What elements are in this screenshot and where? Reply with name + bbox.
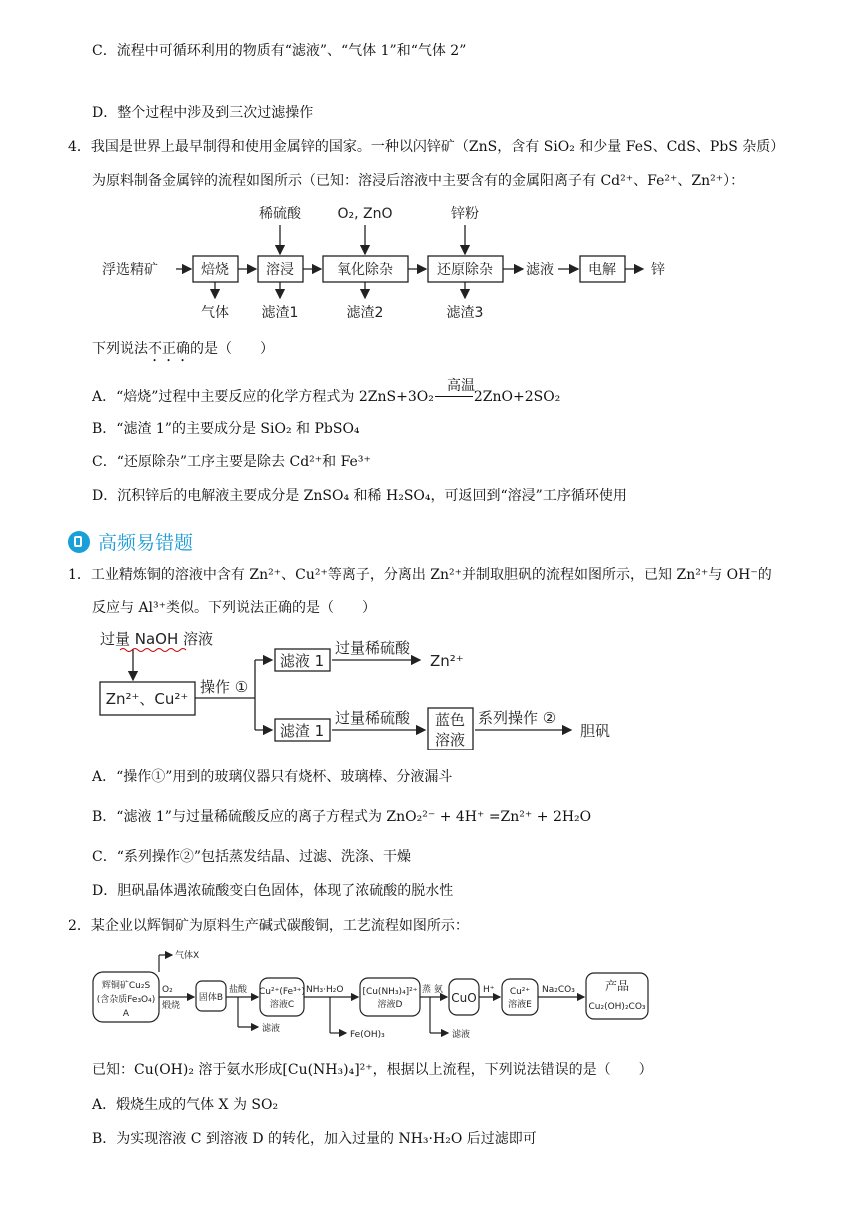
e2-option-b: B．为实现溶液 C 到溶液 D 的转化，加入过量的 NH₃·H₂O 后过滤即可 <box>92 1131 537 1147</box>
option-d-prev: D．整个过程中涉及到三次过滤操作 <box>92 105 314 121</box>
q4-input-zinc-powder: 锌粉 <box>451 206 479 222</box>
e2-stem: 2．某企业以辉铜矿为原料生产碱式碳酸铜，工艺流程如图所示： <box>68 918 469 934</box>
e2-p2: Cu₂(OH)₂CO₃ <box>588 1002 646 1012</box>
q4-box-electrolysis: 电解 <box>588 262 616 278</box>
q4-emphasis: 不正确 <box>148 341 190 357</box>
section-icon <box>68 531 90 553</box>
e1-option-a: A．“操作①”用到的玻璃仪器只有烧杯、玻璃棒、分液漏斗 <box>92 769 453 785</box>
q4-box-roast: 焙烧 <box>201 262 229 278</box>
q4-condition-high-temp: 高温 <box>447 378 475 394</box>
e2-flow-diagram <box>90 945 660 1045</box>
q4-box-reduce: 还原除杂 <box>437 262 493 278</box>
q4-option-c: C．“还原除杂”工序主要是除去 Cd²⁺和 Fe³⁺ <box>92 454 371 470</box>
q4-output-residue1: 滤渣1 <box>261 305 299 321</box>
e2-p1: 产品 <box>604 979 630 993</box>
q4-output-residue2: 滤渣2 <box>346 305 384 321</box>
e2-na2co3: Na₂CO₃ <box>542 985 575 995</box>
e2-a2: (含杂质Fe₃O₄) <box>96 995 156 1005</box>
e2-a3: A <box>122 1009 130 1019</box>
q4-output-gas: 气体 <box>201 305 229 321</box>
e2-e2: 溶液E <box>508 1000 532 1010</box>
e1-op2: 系列操作 ② <box>478 709 557 727</box>
q4-option-a: A．“焙烧”过程中主要反应的化学方程式为 2ZnS+3O₂ 2ZnO+2SO₂ <box>92 389 561 405</box>
q4-input-acid: 稀硫酸 <box>259 206 301 222</box>
e1-acid2: 过量稀硫酸 <box>335 709 411 727</box>
e1-op1: 操作 ① <box>200 678 249 696</box>
e1-blue1: 蓝色 <box>434 711 466 729</box>
q4-box-leach: 溶浸 <box>266 262 294 278</box>
e2-feoh: Fe(OH)₃ <box>350 1030 385 1040</box>
e1-stem-line2: 反应与 Al³⁺类似。下列说法正确的是（ ） <box>92 600 377 616</box>
e2-calc: 煅烧 <box>162 1001 181 1011</box>
q4-option-d: D．沉积锌后的电解液主要成分是 ZnSO₄ 和稀 H₂SO₄，可返回到“溶浸”工序循环使用 <box>92 488 627 504</box>
e1-option-b: B．“滤液 1”与过量稀硫酸反应的离子方程式为 ZnO₂²⁻ + 4H⁺ =Zn²⁺ + 2H₂O <box>92 809 592 825</box>
e2-d1: [Cu(NH₃)₄]²⁺ <box>362 987 418 997</box>
e2-nh3: NH₃·H₂O <box>306 985 344 995</box>
e2-steam: 蒸 氨 <box>422 985 443 995</box>
section-header <box>68 528 193 555</box>
e2-hcl: 盐酸 <box>229 985 248 995</box>
q4-flow-start: 浮选精矿 <box>102 262 158 278</box>
e1-filtrate: 滤液 1 <box>279 652 325 670</box>
e2-filtrate2: 滤液 <box>452 1030 471 1040</box>
option-c-prev: C．流程中可循环利用的物质有“滤液”、“气体 1”和“气体 2” <box>92 43 467 59</box>
e1-product: 胆矾 <box>580 722 611 740</box>
q4-input-o2-zno: O₂, ZnO <box>337 206 393 222</box>
e2-known: 已知：Cu(OH)₂ 溶于氨水形成[Cu(NH₃)₄]²⁺，根据以上流程，下列说法错误的是（ ） <box>92 1062 653 1078</box>
q4-end-zinc: 锌 <box>651 262 665 278</box>
e1-option-d: D．胆矾晶体遇浓硫酸变白色固体，体现了浓硫酸的脱水性 <box>92 883 454 899</box>
e1-acid1: 过量稀硫酸 <box>335 639 411 657</box>
e2-c2: 溶液C <box>269 1000 295 1010</box>
q4-flow-diagram <box>100 200 680 325</box>
e2-h: H⁺ <box>483 985 495 995</box>
e2-cuo: CuO <box>451 991 477 1005</box>
e1-option-c: C．“系列操作②”包括蒸发结晶、过滤、洗涤、干燥 <box>92 849 412 865</box>
e2-e1: Cu²⁺ <box>509 987 531 997</box>
e1-feed: Zn²⁺、Cu²⁺ <box>105 690 189 708</box>
q4-option-b: B．“滤渣 1”的主要成分是 SiO₂ 和 PbSO₄ <box>92 421 360 437</box>
q4-stem-line2: 为原料制备金属锌的流程如图所示（已知：溶浸后溶液中主要含有的金属阳离子有 Cd²⁺、Fe²⁺、Zn²⁺）： <box>92 173 745 189</box>
e1-zn: Zn²⁺ <box>430 652 464 670</box>
q4-question: 下列说法不正确的是（ ） <box>92 341 274 357</box>
e1-stem-line1: 1．工业精炼铜的溶液中含有 Zn²⁺、Cu²⁺等离子，分离出 Zn²⁺并制取胆矾的流程如图所示，已知 Zn²⁺与 OH⁻的 <box>68 567 772 583</box>
e2-gas: 气体X <box>175 951 200 961</box>
e1-reagent: 过量 NaOH 溶液 <box>100 630 214 648</box>
section-title: 高频易错题 <box>98 532 194 554</box>
e2-b: 固体B <box>198 993 224 1003</box>
q4-box-oxidize: 氧化除杂 <box>337 262 393 278</box>
e2-a1: 辉铜矿Cu₂S <box>101 981 151 991</box>
e1-flow-diagram <box>95 625 635 750</box>
e1-blue2: 溶液 <box>434 731 466 749</box>
e2-option-a: A．煅烧生成的气体 X 为 SO₂ <box>92 1097 279 1113</box>
e2-c1: Cu²⁺(Fe³⁺) <box>259 987 305 997</box>
e2-o2: O₂ <box>162 985 173 995</box>
e2-d2: 溶液D <box>377 1000 403 1010</box>
q4-mid-filtrate: 滤液 <box>526 262 554 278</box>
e1-residue: 滤渣 1 <box>279 722 325 740</box>
q4-output-residue3: 滤渣3 <box>446 305 484 321</box>
q4-stem-line1: 4．我国是世界上最早制得和使用金属锌的国家。一种以闪锌矿（ZnS，含有 SiO₂ 和少量 FeS、CdS、PbS 杂质） <box>68 139 785 155</box>
e2-filtrate1: 滤液 <box>262 1024 281 1034</box>
